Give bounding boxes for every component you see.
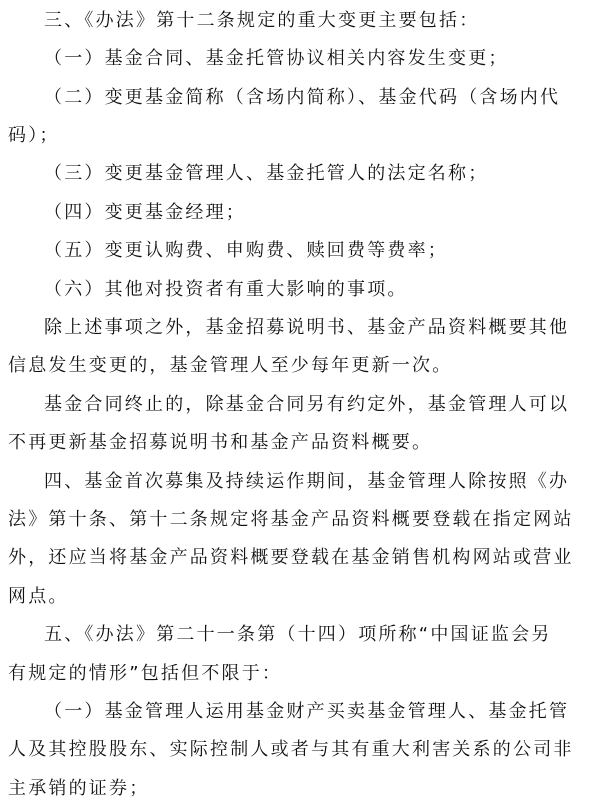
text-line: 信息发生变更的，基金管理人至少每年更新一次。: [8, 355, 453, 376]
text-line: 外，还应当将基金产品资料概要登载在基金销售机构网站或营业: [8, 547, 574, 568]
text-line: 有规定的情形”包括但不限于：: [8, 663, 283, 684]
text-line: 法》第十条、第十二条规定将基金产品资料概要登载在指定网站: [8, 509, 574, 530]
text-line: 码）；: [8, 125, 60, 146]
text-line: 五、《办法》第二十一条第（十四）项所称“中国证监会另: [44, 624, 552, 645]
text-line: 网点。: [8, 586, 69, 607]
text-line: 人及其控股股东、实际控制人或者与其有重大利害关系的公司非: [8, 739, 574, 760]
text-line: （六）其他对投资者有重大影响的事项。: [44, 279, 408, 300]
text-line: （一）基金管理人运用基金财产买卖基金管理人、基金托管: [44, 701, 570, 722]
text-line: （三）变更基金管理人、基金托管人的法定名称；: [44, 163, 489, 184]
text-line: 主承销的证券；: [8, 778, 150, 799]
text-line: 基金合同终止的，除基金合同另有约定外，基金管理人可以: [44, 394, 570, 415]
text-line: （五）变更认购费、申购费、赎回费等费率；: [44, 240, 448, 261]
text-line: （一）基金合同、基金托管协议相关内容发生变更；: [44, 48, 509, 69]
text-line: 除上述事项之外，基金招募说明书、基金产品资料概要其他: [44, 317, 570, 338]
text-line: （二）变更基金简称（含场内简称）、基金代码（含场内代: [44, 87, 561, 108]
text-line: （四）变更基金经理；: [44, 202, 246, 223]
text-line: 四、基金首次募集及持续运作期间，基金管理人除按照《办: [44, 471, 570, 492]
text-line: 三、《办法》第十二条规定的重大变更主要包括：: [44, 10, 480, 31]
text-line: 不再更新基金招募说明书和基金产品资料概要。: [8, 432, 433, 453]
